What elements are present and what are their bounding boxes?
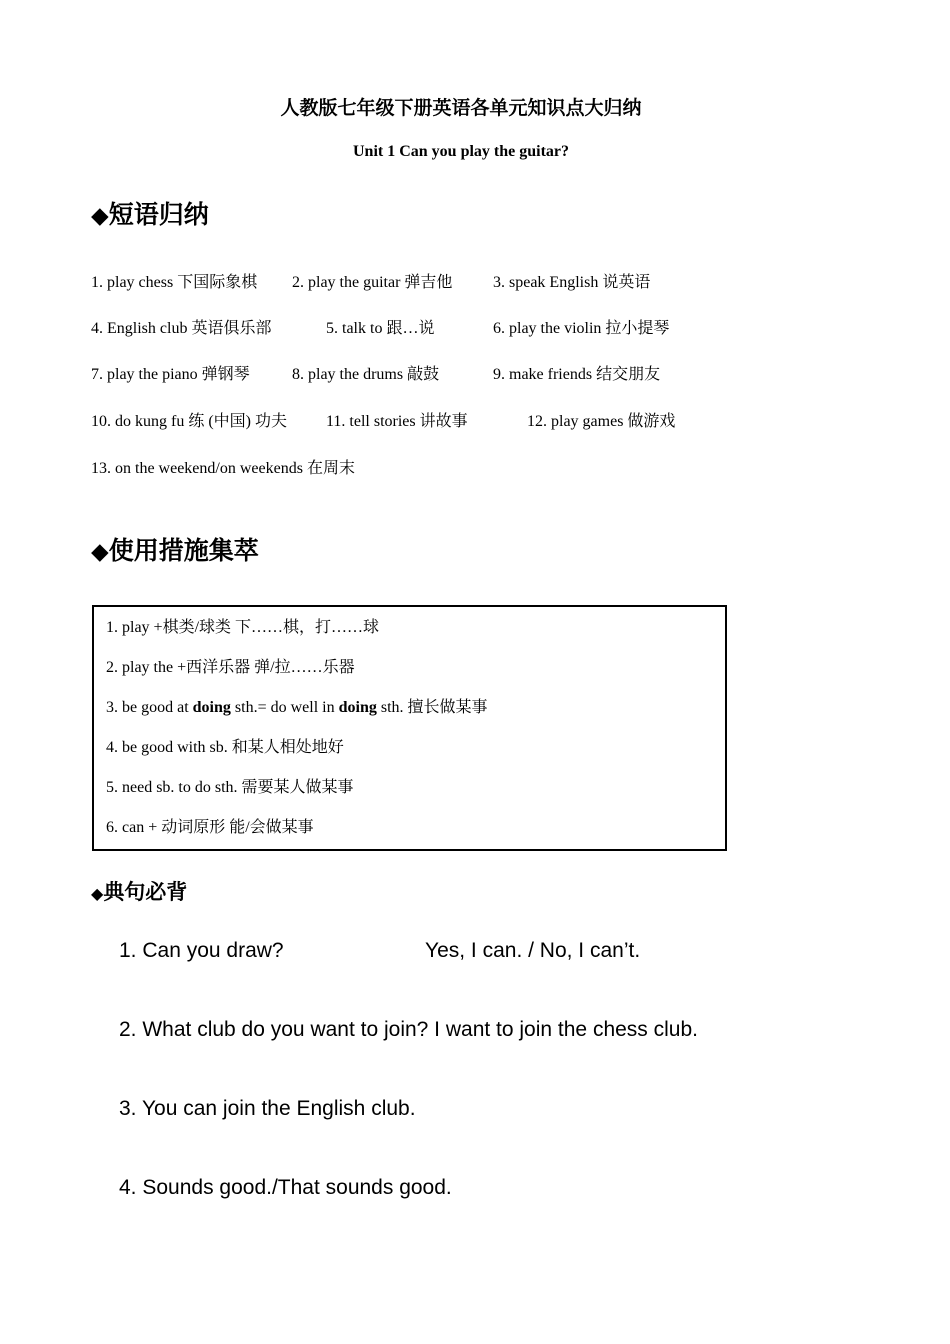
phrase-item: 12. play games 做游戏 — [527, 413, 676, 430]
phrase-item: 3. speak English 说英语 — [493, 274, 651, 291]
diamond-icon: ◆ — [91, 884, 104, 903]
diamond-icon: ◆ — [91, 539, 109, 565]
phrase-item: 2. play the guitar 弹吉他 — [292, 274, 453, 291]
phrase-item: 1. play chess 下国际象棋 — [91, 274, 258, 291]
phrase-item: 10. do kung fu 练 (中国) 功夫 — [91, 413, 287, 430]
sentences-heading-text: 典句必背 — [103, 880, 188, 904]
sentence-line: 4. Sounds good./That sounds good. — [119, 1176, 452, 1199]
phrases-heading — [91, 195, 209, 231]
sentence-answer: Yes, I can. / No, I can’t. — [425, 939, 641, 962]
sentences-heading — [91, 876, 187, 906]
usage-line: 6. can + 动词原形 能/会做某事 — [106, 819, 314, 836]
usage-text: sth.= do well in — [230, 699, 339, 716]
usage-box — [92, 605, 727, 851]
document-title: 人教版七年级下册英语各单元知识点大归纳 — [280, 97, 642, 119]
usage-bold: doing — [192, 699, 231, 716]
usage-line — [106, 694, 488, 717]
sentence-line: 3. You can join the English club. — [119, 1097, 416, 1120]
sentence-line: 1. Can you draw? — [119, 939, 284, 962]
usage-bold: doing — [338, 699, 377, 716]
usage-line: 2. play the +西洋乐器 弹/拉……乐器 — [106, 659, 355, 676]
usage-heading-text: 使用措施集萃 — [108, 536, 259, 565]
usage-line: 1. play +棋类/球类 下……棋，打……球 — [106, 619, 380, 636]
phrase-item: 8. play the drums 敲鼓 — [292, 366, 440, 383]
phrase-item: 9. make friends 结交朋友 — [493, 366, 661, 383]
phrases-heading-text: 短语归纳 — [108, 200, 209, 229]
diamond-icon: ◆ — [91, 203, 109, 229]
phrase-item: 5. talk to 跟…说 — [326, 320, 435, 337]
unit-title: Unit 1 Can you play the guitar? — [352, 143, 570, 160]
phrase-item: 7. play the piano 弹钢琴 — [91, 366, 250, 383]
phrase-item: 4. English club 英语俱乐部 — [91, 320, 272, 337]
phrase-item: 13. on the weekend/on weekends 在周末 — [91, 460, 355, 477]
usage-line: 4. be good with sb. 和某人相处地好 — [106, 739, 344, 756]
phrase-item: 6. play the violin 拉小提琴 — [493, 320, 670, 337]
usage-text: sth. 擅长做某事 — [376, 699, 488, 716]
usage-line: 5. need sb. to do sth. 需要某人做某事 — [106, 779, 354, 796]
usage-text: 3. be good at — [106, 699, 193, 716]
usage-heading — [91, 531, 259, 567]
phrase-item: 11. tell stories 讲故事 — [326, 413, 468, 430]
sentence-line: 2. What club do you want to join? I want to join the chess club. — [119, 1018, 698, 1041]
